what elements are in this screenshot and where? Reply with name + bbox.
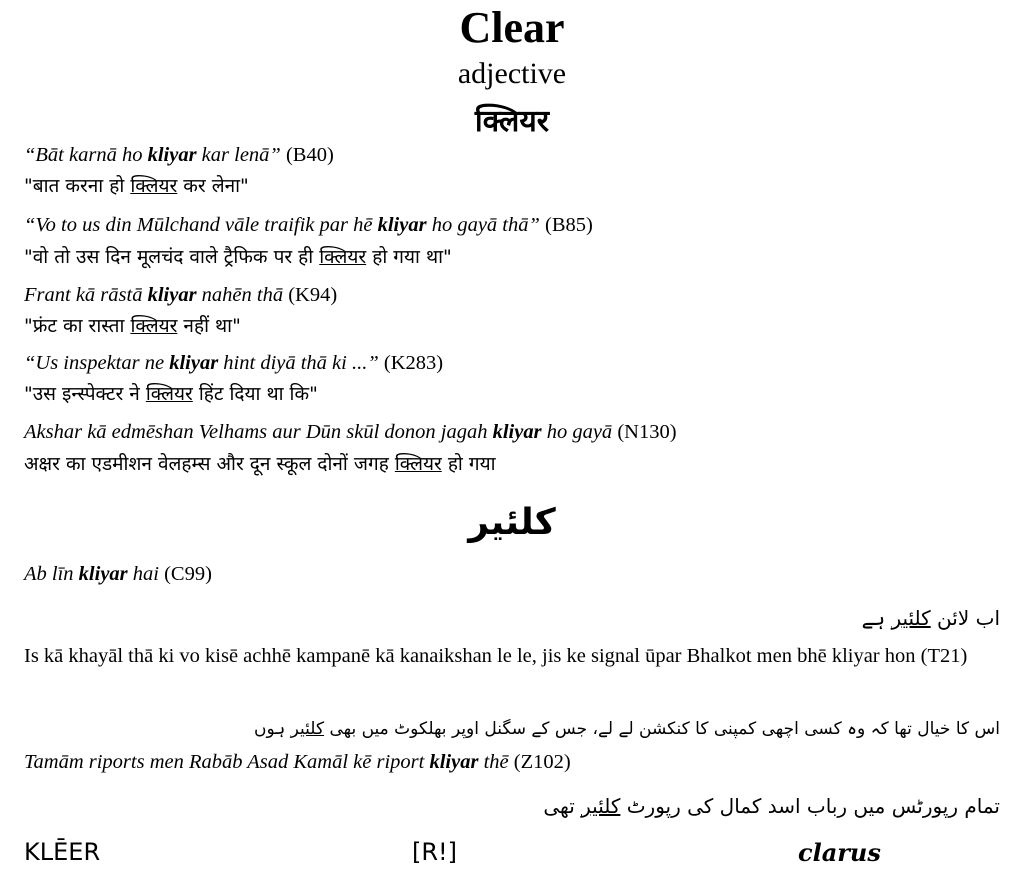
urdu-example-line: تمام رپورٹس میں رباب اسد کمال کی رپورٹ کلئیر تھی — [543, 794, 1000, 818]
transliteration-line: “Vo to us din Mūlchand vāle traifik par hē kliyar ho gayā thā” (B85) — [24, 214, 593, 236]
pronunciation: KLĒER — [24, 838, 101, 866]
citation: (T21) — [920, 645, 968, 667]
transliteration-line: Frant kā rāstā kliyar nahēn thā (K94) — [24, 284, 338, 306]
hindi-keyword: क्लियर — [394, 453, 442, 475]
hindi-keyword: क्लियर — [145, 383, 193, 405]
keyword: kliyar — [831, 645, 880, 667]
keyword: kliyar — [147, 284, 197, 306]
keyword: kliyar — [429, 751, 479, 773]
urdu-example-line: اب لائن کلئیر ہے — [861, 606, 1000, 630]
citation: (B85) — [545, 214, 593, 236]
hindi-example-line: अक्षर का एडमीशन वेलहम्स और दून स्कूल दोनों जगह क्लियर हो गया — [24, 453, 496, 475]
transliteration-line: Akshar kā edmēshan Velhams aur Dūn skūl donon jagah kliyar ho gayā (N130) — [24, 421, 677, 443]
transliteration-line: “Bāt karnā ho kliyar kar lenā” (B40) — [24, 144, 334, 166]
urdu-example-line: اس کا خیال تھا کہ وہ کسی اچھی کمپنی کا کنکشن لے لے، جس کے سگنل اوپر بھلکوٹ میں بھی کلئیر ہوں — [254, 719, 1000, 739]
citation: (N130) — [617, 421, 677, 443]
hindi-example-line: "फ्रंट का रास्ता क्लियर नहीं था" — [24, 315, 241, 337]
urdu-keyword: کلئیر — [581, 794, 621, 818]
entry-title: Clear — [459, 3, 565, 52]
keyword: kliyar — [147, 144, 197, 166]
urdu-keyword: کلئیر — [891, 606, 931, 630]
hindi-keyword: क्लियर — [319, 246, 367, 268]
keyword: kliyar — [78, 563, 128, 585]
urdu-keyword: کلئیر — [290, 719, 325, 739]
hindi-headword: क्लियर — [474, 104, 550, 139]
keyword: kliyar — [169, 352, 219, 374]
hindi-example-line: "वो तो उस दिन मूलचंद वाले ट्रैफिक पर ही क्लियर हो गया था" — [24, 246, 452, 268]
citation: (B40) — [285, 144, 334, 166]
urdu-headword: کلئیر — [468, 502, 556, 543]
citation: (Z102) — [513, 751, 571, 773]
hindi-keyword: क्लियर — [130, 315, 178, 337]
etymology: clarus — [798, 838, 881, 867]
hindi-example-line: "उस इन्स्पेक्टर ने क्लियर हिंट दिया था कि" — [24, 383, 318, 405]
hindi-keyword: क्लियर — [130, 175, 178, 197]
register-tag: [R!] — [412, 838, 458, 866]
transliteration-line: Ab līn kliyar hai (C99) — [24, 563, 212, 585]
transliteration-line: Is kā khayāl thā ki vo kisē achhē kampanē kā kanaikshan le le, jis ke signal ūpar Bhalkot men bhē kliyar hon (T21) — [24, 645, 968, 667]
transliteration-line: “Us inspektar ne kliyar hint diyā thā ki ...” (K283) — [24, 352, 444, 374]
citation: (C99) — [164, 563, 212, 585]
citation: (K94) — [288, 284, 338, 306]
keyword: kliyar — [492, 421, 542, 443]
part-of-speech: adjective — [457, 57, 567, 90]
transliteration-line: Tamām riports men Rabāb Asad Kamāl kē riport kliyar thē (Z102) — [24, 751, 571, 773]
keyword: kliyar — [377, 214, 427, 236]
citation: (K283) — [383, 352, 444, 374]
hindi-example-line: "बात करना हो क्लियर कर लेना" — [24, 175, 249, 197]
